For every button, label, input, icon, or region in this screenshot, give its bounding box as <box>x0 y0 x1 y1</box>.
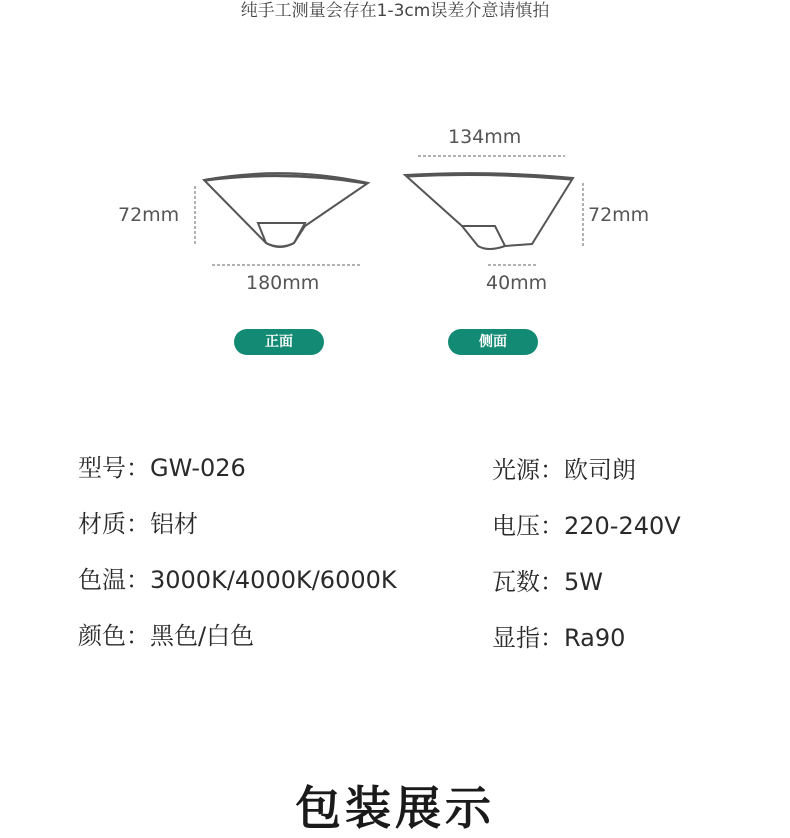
side-bottom-width-label: 40mm <box>486 272 548 294</box>
side-top-width-label: 134mm <box>448 126 522 148</box>
spec-light-source: 光源：欧司朗 <box>492 456 636 484</box>
spec-cri: 显指：Ra90 <box>492 624 626 652</box>
measurement-note: 纯手工测量会存在1-3cm误差介意请慎拍 <box>240 1 550 21</box>
front-view-drawing <box>204 173 368 247</box>
side-height-label: 72mm <box>588 204 650 226</box>
section-heading: 包装展示 <box>295 781 495 835</box>
spec-wattage: 瓦数：5W <box>492 568 603 596</box>
spec-model: 型号：GW-026 <box>78 454 246 482</box>
front-view-badge: 正面 <box>234 329 324 355</box>
front-width-label: 180mm <box>246 272 320 294</box>
spec-voltage: 电压：220-240V <box>492 512 681 540</box>
spec-color: 颜色：黑色/白色 <box>78 622 255 650</box>
spec-color-temperature: 色温：3000K/4000K/6000K <box>78 566 397 594</box>
side-view-badge: 侧面 <box>448 329 538 355</box>
spec-material: 材质：铝材 <box>78 510 198 538</box>
side-view-drawing <box>405 173 573 249</box>
front-height-label: 72mm <box>118 204 180 226</box>
